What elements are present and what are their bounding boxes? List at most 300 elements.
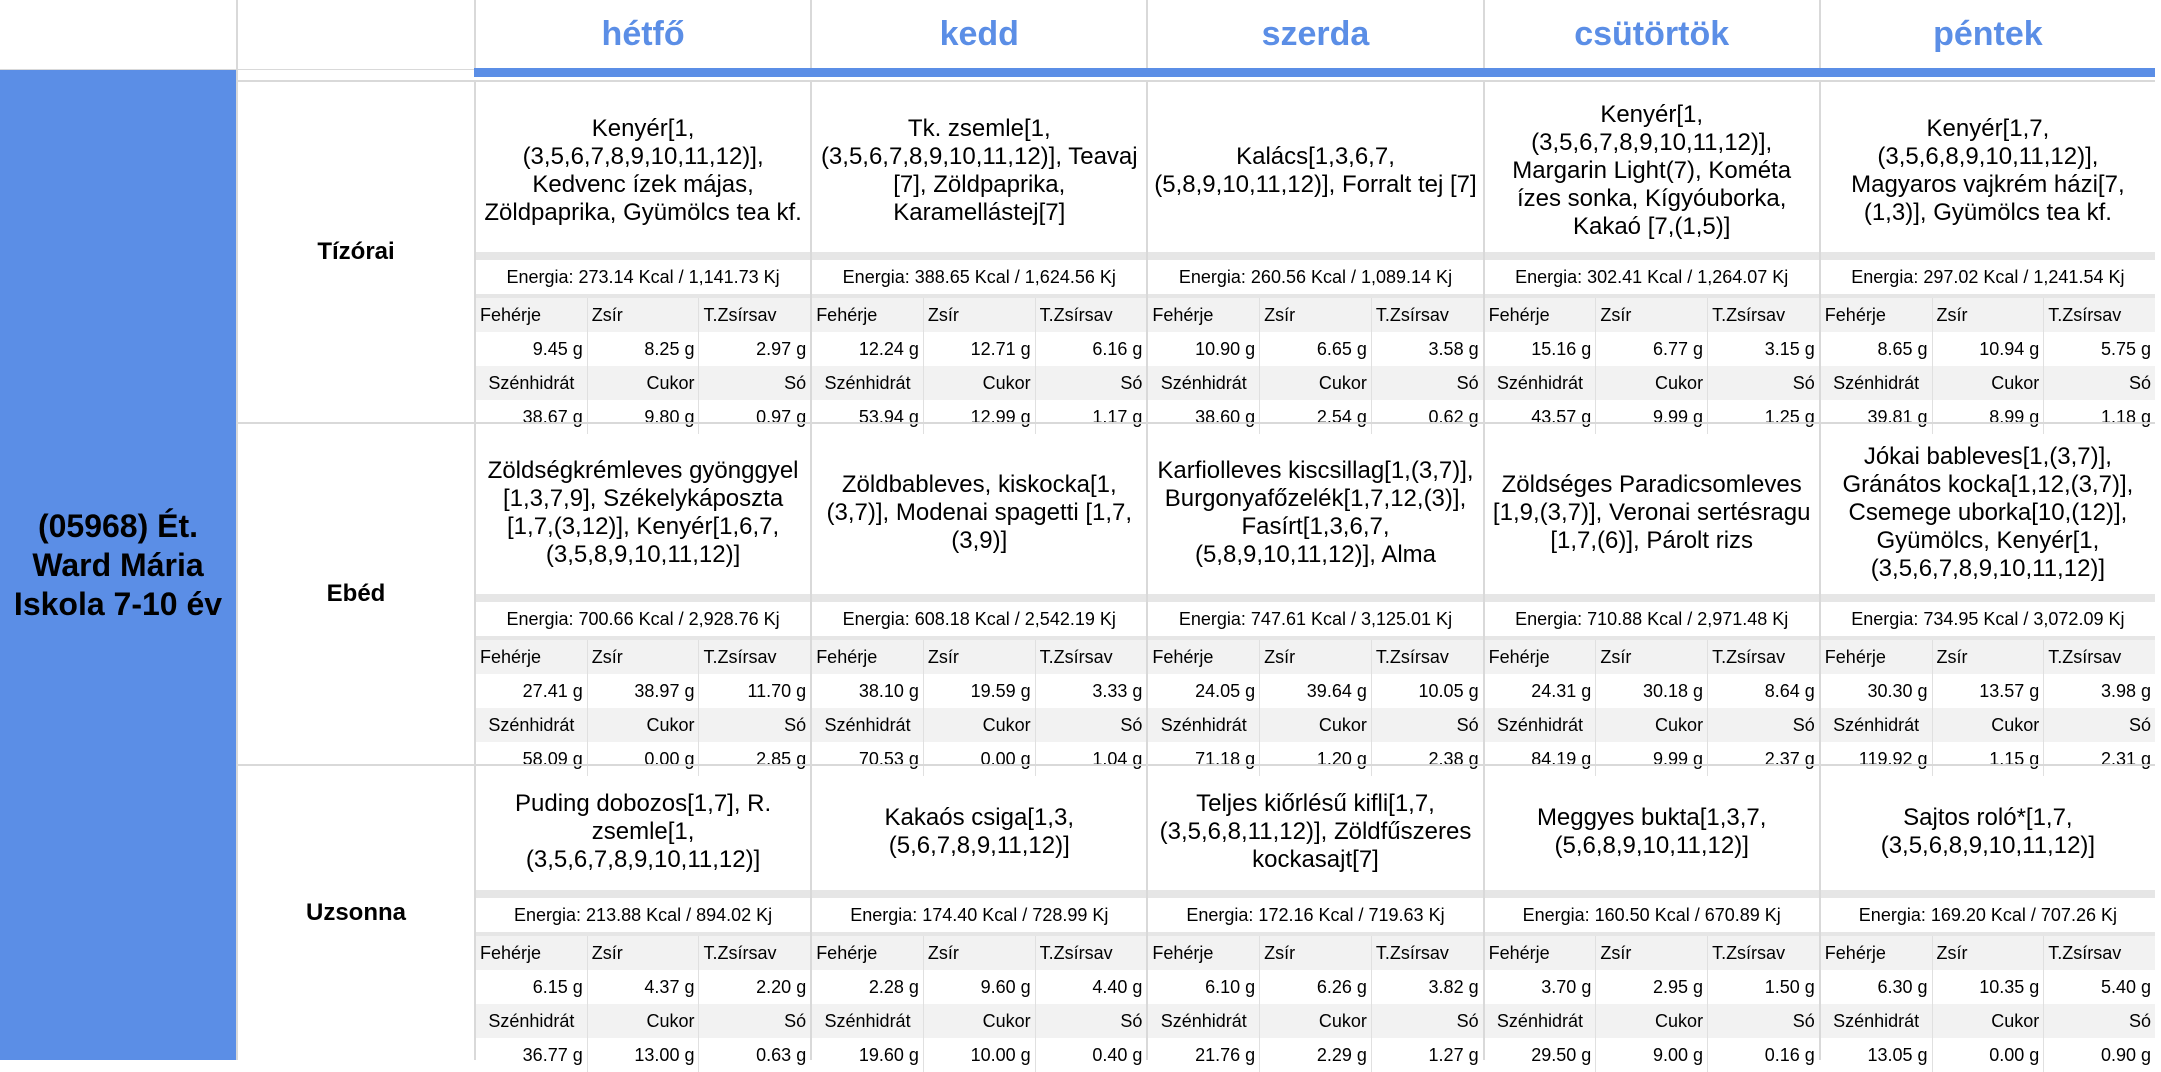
nutrient-value-row xyxy=(1485,1038,1819,1072)
day-header-underline xyxy=(1483,68,1819,77)
nutrient-value-row xyxy=(1148,674,1482,708)
nutrient-label-protein: Fehérje xyxy=(1821,640,1932,674)
nutrient-value-protein: 27.41 g xyxy=(476,674,587,708)
energy-value: Energia: 608.18 Kcal / 2,542.19 Kj xyxy=(842,608,1116,629)
nutrient-value-sugar: 12.99 g xyxy=(923,400,1035,434)
corner-cell xyxy=(0,0,236,70)
menu-cell xyxy=(1146,422,1482,769)
nutrient-label-carbs: Szénhidrát xyxy=(1485,708,1596,742)
nutrient-label-protein: Fehérje xyxy=(1821,298,1932,332)
divider xyxy=(476,594,810,602)
nutrient-label-carbs: Szénhidrát xyxy=(1821,366,1932,400)
nutrient-value-carbs: 19.60 g xyxy=(812,1038,923,1072)
day-header-3: szerda xyxy=(1146,0,1482,70)
nutrient-label-protein: Fehérje xyxy=(812,298,923,332)
nutrient-label-sat-fat: T.Zsírsav xyxy=(1371,298,1483,332)
nutrient-label-salt: Só xyxy=(2043,1004,2155,1038)
nutrient-label-protein: Fehérje xyxy=(1148,640,1259,674)
nutrient-value-row xyxy=(812,332,1146,366)
nutrient-label-salt: Só xyxy=(1707,1004,1819,1038)
nutrient-label-carbs: Szénhidrát xyxy=(1148,708,1259,742)
nutrient-label-sugar: Cukor xyxy=(1595,708,1707,742)
nutrient-value-salt: 0.62 g xyxy=(1371,400,1483,434)
nutrient-value-fat: 13.57 g xyxy=(1932,674,2044,708)
nutrient-value-salt: 1.18 g xyxy=(2043,400,2155,434)
nutrient-value-fat: 6.26 g xyxy=(1259,970,1371,1004)
food-description: Zöldséges Paradicsomleves [1,9,(3,7)], Veronai sertésragu [1,7,(6)], Párolt rizs xyxy=(1492,471,1811,554)
nutrient-value-protein: 24.31 g xyxy=(1485,674,1596,708)
nutrient-value-row xyxy=(476,674,810,708)
nutrient-label-row xyxy=(812,366,1146,400)
nutrient-label-fat: Zsír xyxy=(923,936,1035,970)
nutrient-label-sat-fat: T.Zsírsav xyxy=(1035,936,1147,970)
divider xyxy=(1485,252,1819,260)
food-description: Kenyér[1,(3,5,6,7,8,9,10,11,12)], Kedvenc ízek májas, Zöldpaprika, Gyümölcs tea kf. xyxy=(484,115,802,226)
nutrient-value-row xyxy=(1821,332,2155,366)
nutrient-label-salt: Só xyxy=(2043,708,2155,742)
menu-cell xyxy=(474,422,810,769)
nutrient-value-sat-fat: 5.40 g xyxy=(2043,970,2155,1004)
food-description: Zöldbableves, kiskocka[1,(3,7)], Modenai spagetti [1,7,(3,9)] xyxy=(826,471,1133,554)
food-description: Kenyér[1,(3,5,6,7,8,9,10,11,12)], Margarin Light(7), Kométa ízes sonka, Kígyóuborka, Kakaó [7,(1,5)] xyxy=(1512,101,1792,240)
nutrient-value-fat: 39.64 g xyxy=(1259,674,1371,708)
nutrient-value-carbs: 119.92 g xyxy=(1821,742,1932,776)
divider xyxy=(1821,594,2155,602)
nutrient-value-salt: 2.38 g xyxy=(1371,742,1483,776)
nutrient-label-row xyxy=(812,936,1146,970)
nutrient-label-salt: Só xyxy=(1371,708,1483,742)
nutrient-value-protein: 30.30 g xyxy=(1821,674,1932,708)
divider xyxy=(1821,252,2155,260)
nutrient-value-salt: 1.17 g xyxy=(1035,400,1147,434)
nutrient-label-fat: Zsír xyxy=(1259,298,1371,332)
nutrient-value-protein: 6.15 g xyxy=(476,970,587,1004)
nutrient-value-carbs: 71.18 g xyxy=(1148,742,1259,776)
day-header-5: péntek xyxy=(1819,0,2155,70)
nutrient-label-carbs: Szénhidrát xyxy=(812,366,923,400)
nutrient-value-sat-fat: 3.15 g xyxy=(1707,332,1819,366)
nutrient-value-sugar: 2.29 g xyxy=(1259,1038,1371,1072)
nutrient-value-fat: 6.77 g xyxy=(1595,332,1707,366)
menu-cell xyxy=(1146,80,1482,427)
nutrient-value-carbs: 36.77 g xyxy=(476,1038,587,1072)
nutrient-label-fat: Zsír xyxy=(1595,640,1707,674)
nutrient-label-carbs: Szénhidrát xyxy=(1821,1004,1932,1038)
nutrient-value-salt: 1.27 g xyxy=(1371,1038,1483,1072)
nutrient-label-salt: Só xyxy=(1371,1004,1483,1038)
nutrient-label-sugar: Cukor xyxy=(1932,1004,2044,1038)
nutrient-label-row xyxy=(1485,366,1819,400)
divider xyxy=(1485,890,1819,898)
nutrient-label-row xyxy=(1821,708,2155,742)
nutrient-label-carbs: Szénhidrát xyxy=(1485,1004,1596,1038)
divider xyxy=(812,890,1146,898)
nutrient-label-protein: Fehérje xyxy=(1821,936,1932,970)
nutrient-value-row xyxy=(1485,674,1819,708)
nutrient-label-sugar: Cukor xyxy=(587,708,699,742)
nutrient-value-sugar: 8.99 g xyxy=(1932,400,2044,434)
nutrient-value-row xyxy=(1821,1038,2155,1072)
nutrient-value-sugar: 0.00 g xyxy=(923,742,1035,776)
energy-value: Energia: 273.14 Kcal / 1,141.73 Kj xyxy=(506,266,780,287)
nutrient-value-fat: 30.18 g xyxy=(1595,674,1707,708)
nutrient-value-salt: 2.85 g xyxy=(698,742,810,776)
nutrient-value-row xyxy=(1485,970,1819,1004)
nutrient-label-row xyxy=(812,708,1146,742)
menu-cell xyxy=(1819,80,2155,427)
nutrient-value-sat-fat: 6.16 g xyxy=(1035,332,1147,366)
nutrient-value-fat: 4.37 g xyxy=(587,970,699,1004)
divider xyxy=(1821,890,2155,898)
day-header-2: kedd xyxy=(810,0,1146,70)
nutrient-label-sugar: Cukor xyxy=(1259,708,1371,742)
nutrient-value-fat: 8.25 g xyxy=(587,332,699,366)
nutrient-value-sat-fat: 8.64 g xyxy=(1707,674,1819,708)
nutrient-value-sat-fat: 2.20 g xyxy=(698,970,810,1004)
nutrient-label-carbs: Szénhidrát xyxy=(476,366,587,400)
nutrient-value-sugar: 2.54 g xyxy=(1259,400,1371,434)
nutrient-value-sat-fat: 5.75 g xyxy=(2043,332,2155,366)
food-description: Kalács[1,3,6,7,(5,8,9,10,11,12)], Forralt tej [7] xyxy=(1154,143,1477,198)
nutrient-label-row xyxy=(812,298,1146,332)
nutrient-label-carbs: Szénhidrát xyxy=(1821,708,1932,742)
nutrient-value-fat: 10.94 g xyxy=(1932,332,2044,366)
nutrient-label-row xyxy=(812,1004,1146,1038)
energy-value: Energia: 213.88 Kcal / 894.02 Kj xyxy=(514,904,773,925)
day-header-4: csütörtök xyxy=(1483,0,1819,70)
nutrient-value-fat: 9.60 g xyxy=(923,970,1035,1004)
nutrient-label-salt: Só xyxy=(698,366,810,400)
energy-value: Energia: 388.65 Kcal / 1,624.56 Kj xyxy=(842,266,1116,287)
nutrient-label-protein: Fehérje xyxy=(812,936,923,970)
nutrient-label-row xyxy=(476,1004,810,1038)
nutrient-value-row xyxy=(1148,1038,1482,1072)
menu-cell xyxy=(474,764,810,1065)
divider xyxy=(812,252,1146,260)
nutrient-label-carbs: Szénhidrát xyxy=(476,1004,587,1038)
nutrient-value-fat: 12.71 g xyxy=(923,332,1035,366)
nutrient-value-row xyxy=(476,970,810,1004)
nutrient-value-row xyxy=(476,1038,810,1072)
nutrient-value-protein: 24.05 g xyxy=(1148,674,1259,708)
nutrient-value-salt: 2.31 g xyxy=(2043,742,2155,776)
nutrient-value-row xyxy=(1821,674,2155,708)
day-header-underline xyxy=(1819,68,2155,77)
nutrient-label-sat-fat: T.Zsírsav xyxy=(1371,640,1483,674)
energy-value: Energia: 710.88 Kcal / 2,971.48 Kj xyxy=(1515,608,1789,629)
nutrient-value-protein: 2.28 g xyxy=(812,970,923,1004)
nutrient-label-row xyxy=(1148,640,1482,674)
nutrient-label-salt: Só xyxy=(1035,708,1147,742)
nutrient-value-row xyxy=(812,674,1146,708)
food-description: Karfiolleves kiscsillag[1,(3,7)], Burgonyafőzelék[1,7,12,(3)], Fasírt[1,3,6,7,(5,8,9,10,11,12)], Alma xyxy=(1157,457,1474,568)
nutrient-label-fat: Zsír xyxy=(587,298,699,332)
nutrient-value-protein: 15.16 g xyxy=(1485,332,1596,366)
nutrient-label-sat-fat: T.Zsírsav xyxy=(698,936,810,970)
energy-value: Energia: 747.61 Kcal / 3,125.01 Kj xyxy=(1178,608,1453,629)
nutrient-label-salt: Só xyxy=(1371,366,1483,400)
menu-cell xyxy=(810,422,1146,769)
nutrient-label-row xyxy=(1485,936,1819,970)
divider xyxy=(812,594,1146,602)
nutrient-label-carbs: Szénhidrát xyxy=(812,1004,923,1038)
energy-value: Energia: 160.50 Kcal / 670.89 Kj xyxy=(1522,904,1781,925)
nutrient-value-sat-fat: 2.97 g xyxy=(698,332,810,366)
nutrient-value-protein: 10.90 g xyxy=(1148,332,1259,366)
nutrient-value-carbs: 70.53 g xyxy=(812,742,923,776)
meal-label-1: Tízórai xyxy=(236,80,474,422)
energy-value: Energia: 260.56 Kcal / 1,089.14 Kj xyxy=(1178,266,1453,287)
nutrient-value-salt: 1.04 g xyxy=(1035,742,1147,776)
nutrient-label-fat: Zsír xyxy=(1595,936,1707,970)
nutrient-label-row xyxy=(476,936,810,970)
nutrient-label-sat-fat: T.Zsírsav xyxy=(1371,936,1483,970)
nutrient-label-row xyxy=(1485,640,1819,674)
nutrient-label-sat-fat: T.Zsírsav xyxy=(1035,298,1147,332)
nutrient-value-sugar: 1.15 g xyxy=(1932,742,2044,776)
nutrient-label-sugar: Cukor xyxy=(587,366,699,400)
menu-cell xyxy=(1146,764,1482,1065)
nutrient-value-protein: 6.30 g xyxy=(1821,970,1932,1004)
nutrient-value-protein: 6.10 g xyxy=(1148,970,1259,1004)
food-description: Teljes kiőrlésű kifli[1,7,(3,5,6,8,11,12)], Zöldfűszeres kockasajt[7] xyxy=(1159,790,1472,873)
food-description: Tk. zsemle[1,(3,5,6,7,8,9,10,11,12)], Teavaj [7], Zöldpaprika, Karamellástej[7] xyxy=(820,115,1138,226)
nutrient-label-protein: Fehérje xyxy=(1485,298,1596,332)
nutrient-label-fat: Zsír xyxy=(587,936,699,970)
nutrient-label-sat-fat: T.Zsírsav xyxy=(698,298,810,332)
nutrient-value-protein: 3.70 g xyxy=(1485,970,1596,1004)
energy-value: Energia: 302.41 Kcal / 1,264.07 Kj xyxy=(1515,266,1789,287)
menu-cell xyxy=(474,80,810,427)
nutrient-value-sat-fat: 11.70 g xyxy=(698,674,810,708)
nutrient-label-protein: Fehérje xyxy=(476,640,587,674)
nutrient-label-sat-fat: T.Zsírsav xyxy=(1707,298,1819,332)
nutrient-value-sat-fat: 3.33 g xyxy=(1035,674,1147,708)
nutrient-label-salt: Só xyxy=(1035,366,1147,400)
food-description: Sajtos roló*[1,7,(3,5,6,8,9,10,11,12)] xyxy=(1880,804,2096,859)
nutrient-value-fat: 6.65 g xyxy=(1259,332,1371,366)
nutrient-value-fat: 19.59 g xyxy=(923,674,1035,708)
nutrient-label-row xyxy=(476,298,810,332)
nutrient-label-fat: Zsír xyxy=(923,298,1035,332)
nutrient-label-sat-fat: T.Zsírsav xyxy=(2043,640,2155,674)
nutrient-value-row xyxy=(812,970,1146,1004)
food-description: Zöldségkrémleves gyönggyel [1,3,7,9], Székelykáposzta [1,7,(3,12)], Kenyér[1,6,7,(3,5,8,9,10,11,12)] xyxy=(487,457,799,568)
nutrient-value-sat-fat: 1.50 g xyxy=(1707,970,1819,1004)
meal-label-3: Uzsonna xyxy=(236,764,474,1060)
menu-cell xyxy=(1483,422,1819,769)
nutrient-value-carbs: 38.67 g xyxy=(476,400,587,434)
menu-cell xyxy=(1483,764,1819,1065)
menu-cell xyxy=(810,80,1146,427)
nutrient-value-salt: 0.63 g xyxy=(698,1038,810,1072)
food-description: Meggyes bukta[1,3,7,(5,6,8,9,10,11,12)] xyxy=(1536,804,1767,859)
menu-cell xyxy=(1819,764,2155,1065)
nutrient-value-carbs: 58.09 g xyxy=(476,742,587,776)
nutrient-label-row xyxy=(1821,298,2155,332)
nutrient-value-carbs: 38.60 g xyxy=(1148,400,1259,434)
nutrient-label-sugar: Cukor xyxy=(1259,1004,1371,1038)
nutrient-label-sat-fat: T.Zsírsav xyxy=(1707,640,1819,674)
nutrient-value-protein: 9.45 g xyxy=(476,332,587,366)
nutrient-label-fat: Zsír xyxy=(1259,936,1371,970)
nutrient-value-sugar: 9.80 g xyxy=(587,400,699,434)
nutrient-value-row xyxy=(1148,332,1482,366)
nutrient-label-sat-fat: T.Zsírsav xyxy=(2043,298,2155,332)
school-name: (05968) Ét. Ward Mária Iskola 7-10 év xyxy=(0,70,236,1060)
nutrient-value-sat-fat: 10.05 g xyxy=(1371,674,1483,708)
nutrient-label-protein: Fehérje xyxy=(1485,936,1596,970)
nutrient-label-sugar: Cukor xyxy=(923,708,1035,742)
nutrient-label-salt: Só xyxy=(1035,1004,1147,1038)
energy-value: Energia: 700.66 Kcal / 2,928.76 Kj xyxy=(506,608,780,629)
nutrient-label-sugar: Cukor xyxy=(1932,708,2044,742)
nutrient-value-carbs: 13.05 g xyxy=(1821,1038,1932,1072)
energy-value: Energia: 169.20 Kcal / 707.26 Kj xyxy=(1858,904,2117,925)
divider xyxy=(1148,252,1482,260)
nutrient-label-row xyxy=(1821,640,2155,674)
nutrient-label-row xyxy=(1821,1004,2155,1038)
nutrient-value-salt: 2.37 g xyxy=(1707,742,1819,776)
nutrient-label-sat-fat: T.Zsírsav xyxy=(2043,936,2155,970)
nutrient-label-salt: Só xyxy=(2043,366,2155,400)
day-header-underline xyxy=(1146,68,1482,77)
divider xyxy=(1148,594,1482,602)
nutrient-value-sugar: 9.99 g xyxy=(1595,742,1707,776)
nutrient-label-row xyxy=(1821,936,2155,970)
nutrient-value-sugar: 0.00 g xyxy=(1932,1038,2044,1072)
food-description: Puding dobozos[1,7], R. zsemle[1,(3,5,6,7,8,9,10,11,12)] xyxy=(515,790,772,873)
nutrient-value-carbs: 84.19 g xyxy=(1485,742,1596,776)
nutrient-label-carbs: Szénhidrát xyxy=(1148,1004,1259,1038)
menu-cell xyxy=(810,764,1146,1065)
nutrient-label-sugar: Cukor xyxy=(1595,366,1707,400)
nutrient-value-sat-fat: 3.58 g xyxy=(1371,332,1483,366)
day-header-underline xyxy=(474,68,810,77)
nutrient-value-protein: 38.10 g xyxy=(812,674,923,708)
menu-cell xyxy=(1483,80,1819,427)
nutrient-value-sugar: 0.00 g xyxy=(587,742,699,776)
divider xyxy=(476,252,810,260)
nutrient-value-protein: 8.65 g xyxy=(1821,332,1932,366)
nutrient-value-carbs: 29.50 g xyxy=(1485,1038,1596,1072)
nutrient-label-fat: Zsír xyxy=(587,640,699,674)
nutrient-label-protein: Fehérje xyxy=(476,936,587,970)
nutrient-label-protein: Fehérje xyxy=(476,298,587,332)
nutrient-value-sugar: 13.00 g xyxy=(587,1038,699,1072)
nutrient-label-fat: Zsír xyxy=(1932,640,2044,674)
nutrient-label-row xyxy=(1485,298,1819,332)
nutrient-label-row xyxy=(1148,1004,1482,1038)
nutrient-label-row xyxy=(812,640,1146,674)
nutrient-label-row xyxy=(476,640,810,674)
nutrient-value-carbs: 53.94 g xyxy=(812,400,923,434)
nutrient-value-salt: 0.97 g xyxy=(698,400,810,434)
corner-cell-2 xyxy=(236,0,474,70)
food-description: Kakaós csiga[1,3,(5,6,7,8,9,11,12)] xyxy=(884,804,1074,859)
nutrient-label-row xyxy=(476,366,810,400)
meal-label-2: Ebéd xyxy=(236,422,474,764)
nutrient-label-row xyxy=(1148,936,1482,970)
nutrient-value-carbs: 43.57 g xyxy=(1485,400,1596,434)
nutrient-label-salt: Só xyxy=(1707,708,1819,742)
nutrient-label-protein: Fehérje xyxy=(1148,298,1259,332)
nutrient-value-row xyxy=(1821,970,2155,1004)
nutrient-label-salt: Só xyxy=(698,708,810,742)
food-description: Jókai bableves[1,(3,7)], Gránátos kocka[1,12,(3,7)], Csemege uborka[10,(12)], Gyümölcs, Kenyér[1,(3,5,6,7,8,9,10,11,12)] xyxy=(1842,443,2134,582)
nutrient-value-sugar: 1.20 g xyxy=(1259,742,1371,776)
nutrient-value-protein: 12.24 g xyxy=(812,332,923,366)
day-header-1: hétfő xyxy=(474,0,810,70)
nutrient-value-fat: 2.95 g xyxy=(1595,970,1707,1004)
nutrient-label-fat: Zsír xyxy=(1595,298,1707,332)
day-header-underline xyxy=(810,68,1146,77)
nutrient-value-fat: 38.97 g xyxy=(587,674,699,708)
nutrient-label-fat: Zsír xyxy=(1932,298,2044,332)
nutrient-label-row xyxy=(1148,298,1482,332)
nutrient-value-row xyxy=(812,1038,1146,1072)
nutrient-label-carbs: Szénhidrát xyxy=(1485,366,1596,400)
food-description: Kenyér[1,7,(3,5,6,8,9,10,11,12)], Magyaros vajkrém házi[7,(1,3)], Gyümölcs tea kf. xyxy=(1851,115,2125,226)
nutrient-label-carbs: Szénhidrát xyxy=(812,708,923,742)
nutrient-value-row xyxy=(1148,970,1482,1004)
nutrient-label-sat-fat: T.Zsírsav xyxy=(1707,936,1819,970)
nutrient-label-salt: Só xyxy=(1707,366,1819,400)
nutrient-value-row xyxy=(476,332,810,366)
nutrient-label-salt: Só xyxy=(698,1004,810,1038)
nutrient-value-carbs: 21.76 g xyxy=(1148,1038,1259,1072)
nutrient-value-salt: 0.40 g xyxy=(1035,1038,1147,1072)
nutrient-label-sugar: Cukor xyxy=(923,1004,1035,1038)
divider xyxy=(1485,594,1819,602)
nutrient-label-sugar: Cukor xyxy=(1259,366,1371,400)
energy-value: Energia: 174.40 Kcal / 728.99 Kj xyxy=(850,904,1109,925)
nutrient-label-protein: Fehérje xyxy=(1485,640,1596,674)
nutrient-value-salt: 0.90 g xyxy=(2043,1038,2155,1072)
nutrient-value-sat-fat: 3.82 g xyxy=(1371,970,1483,1004)
menu-cell xyxy=(1819,422,2155,769)
nutrient-label-fat: Zsír xyxy=(1259,640,1371,674)
nutrient-value-fat: 10.35 g xyxy=(1932,970,2044,1004)
energy-value: Energia: 297.02 Kcal / 1,241.54 Kj xyxy=(1851,266,2125,287)
nutrient-label-protein: Fehérje xyxy=(1148,936,1259,970)
nutrient-label-sugar: Cukor xyxy=(1595,1004,1707,1038)
energy-value: Energia: 172.16 Kcal / 719.63 Kj xyxy=(1186,904,1445,925)
nutrient-value-sugar: 9.00 g xyxy=(1595,1038,1707,1072)
energy-value: Energia: 734.95 Kcal / 3,072.09 Kj xyxy=(1851,608,2125,629)
nutrient-label-sugar: Cukor xyxy=(587,1004,699,1038)
nutrient-label-sugar: Cukor xyxy=(923,366,1035,400)
nutrient-label-row xyxy=(1148,366,1482,400)
divider xyxy=(1148,890,1482,898)
nutrient-value-carbs: 39.81 g xyxy=(1821,400,1932,434)
nutrient-label-sugar: Cukor xyxy=(1932,366,2044,400)
nutrient-label-row xyxy=(1485,708,1819,742)
nutrient-label-fat: Zsír xyxy=(1932,936,2044,970)
nutrient-value-salt: 0.16 g xyxy=(1707,1038,1819,1072)
nutrient-value-row xyxy=(1485,332,1819,366)
nutrient-label-carbs: Szénhidrát xyxy=(476,708,587,742)
nutrient-label-row xyxy=(1821,366,2155,400)
nutrient-value-sat-fat: 4.40 g xyxy=(1035,970,1147,1004)
nutrient-value-salt: 1.25 g xyxy=(1707,400,1819,434)
nutrient-value-sugar: 9.99 g xyxy=(1595,400,1707,434)
nutrient-label-fat: Zsír xyxy=(923,640,1035,674)
nutrient-label-sat-fat: T.Zsírsav xyxy=(1035,640,1147,674)
nutrient-value-sugar: 10.00 g xyxy=(923,1038,1035,1072)
nutrient-value-sat-fat: 3.98 g xyxy=(2043,674,2155,708)
nutrient-label-row xyxy=(476,708,810,742)
